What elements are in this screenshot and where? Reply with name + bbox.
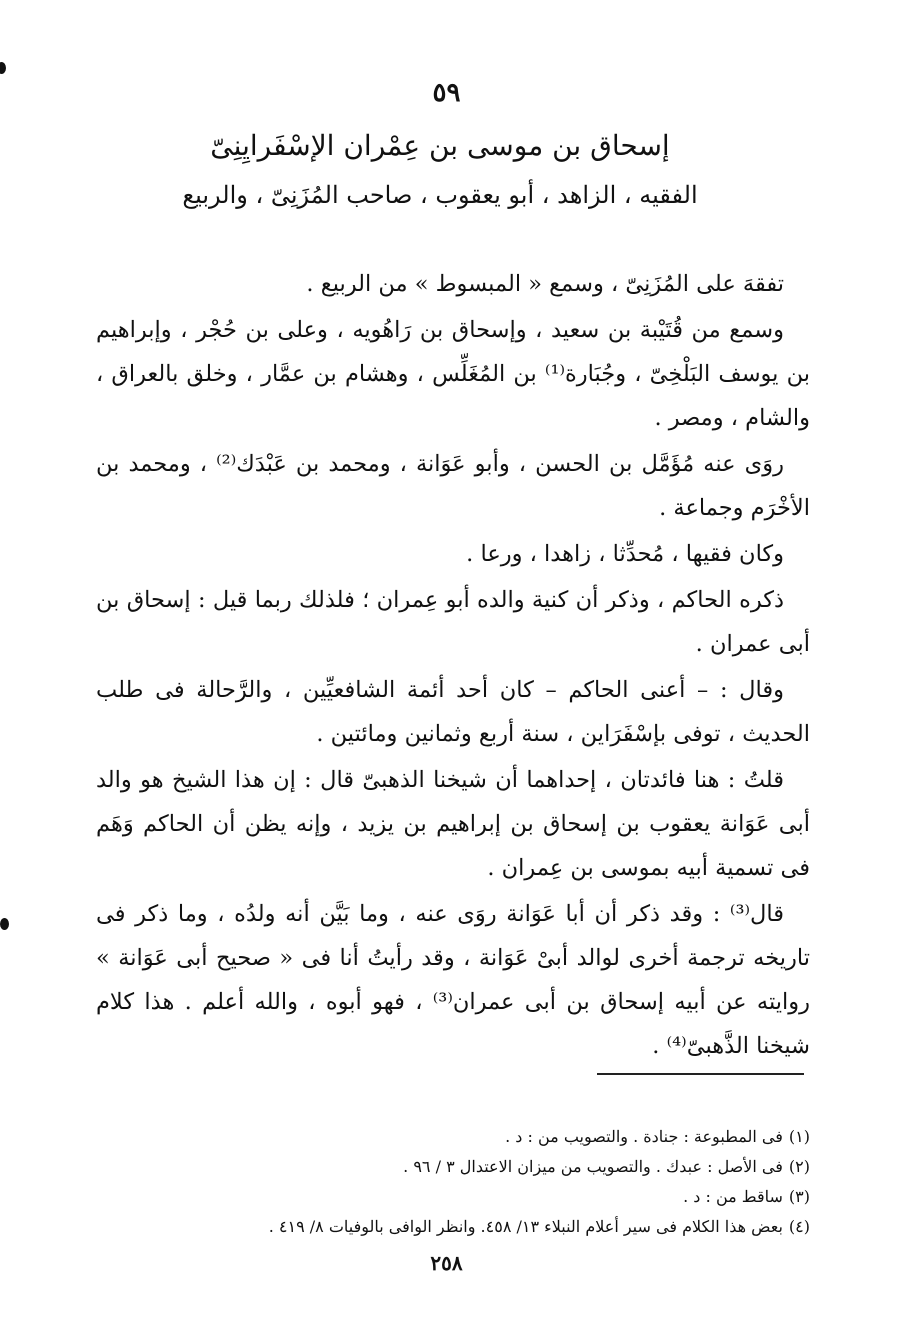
binding-mark-top bbox=[0, 62, 6, 74]
footnote-2 bbox=[150, 1152, 810, 1182]
paragraph-3: روَى عنه مُؤَمَّل بن الحسن ، وأبو عَوَانة ، ومحمد بن عَبْدَك⁽²⁾ ، ومحمد بن الأخْرَم وجماعة . bbox=[96, 451, 810, 521]
paragraph-2: وسمع من قُتَيْبة بن سعيد ، وإسحاق بن رَاهُويه ، وعلى بن حُجْر ، وإبراهيم بن يوسف البَلْخِىّ ، وجُبَارة⁽¹⁾ بن المُغَلِّس ، وهشام بن عمَّار ، وخلق بالعراق ، والشام ، ومصر . bbox=[96, 317, 810, 431]
paragraph-4: وكان فقيها ، مُحدِّثا ، زاهدا ، ورعا . bbox=[466, 541, 784, 567]
footnotes bbox=[150, 1122, 810, 1242]
paragraph-6: وقال : – أعنى الحاكم – كان أحد أئمة الشافعيِّين ، والرَّحالة فى طلب الحديث ، توفى بإسْفَرَاين ، سنة أربع وثمانين ومائتين . bbox=[96, 677, 810, 747]
entry-title: إسحاق بن موسى بن عِمْران الإسْفَرايِنِىّ bbox=[210, 129, 670, 162]
footnote-number: (٣) bbox=[788, 1187, 810, 1206]
paragraph-1: تفقهَ على المُزَنِىّ ، وسمع « المبسوط » من الربيع . bbox=[306, 271, 784, 297]
footnote-text: بعض هذا الكلام فى سير أعلام النبلاء ١٣/ ٤٥٨. وانظر الوافى بالوفيات ٨/ ٤١٩ . bbox=[268, 1217, 783, 1236]
footnote-1 bbox=[150, 1122, 810, 1152]
paragraph-8: قال⁽³⁾ : وقد ذكر أن أبا عَوَانة روَى عنه ، وما بَيَّن أنه ولدُه ، وما ذكر فى تاريخه ترجمة أخرى لوالد أبىْ عَوَانة ، وقد رأيتُ أنا فى « صحيح أبى عَوَانة » روايته عن أبيه إسحاق بن أبى عمران⁽³⁾ ، فهو أبوه ، والله أعلم . هذا كلام شيخنا الذَّهبىّ⁽⁴⁾ . bbox=[96, 901, 810, 1059]
footnote-text: ساقط من : د . bbox=[683, 1187, 783, 1206]
footnote-text: فى الأصل : عبدك . والتصويب من ميزان الاعتدال ٣ / ٩٦ . bbox=[403, 1157, 783, 1176]
footnote-number: (٢) bbox=[788, 1157, 810, 1176]
page-number: ٢٥٨ bbox=[430, 1251, 463, 1275]
paragraph-7: قلتُ : هنا فائدتان ، إحداهما أن شيخنا الذهبىّ قال : إن هذا الشيخ هو والد أبى عَوَانة يعقوب بن إسحاق بن إبراهيم بن يزيد ، وإنه يظن أن الحاكم وَهَم فى تسمية أبيه بموسى بن عِمران . bbox=[96, 767, 810, 881]
footnote-4 bbox=[150, 1212, 810, 1242]
entry-number: ٥٩ bbox=[432, 78, 461, 108]
footnote-separator bbox=[597, 1073, 804, 1075]
footnote-text: فى المطبوعة : جنادة . والتصويب من : د . bbox=[505, 1127, 783, 1146]
footnote-3 bbox=[150, 1182, 810, 1212]
paragraph-5: ذكره الحاكم ، وذكر أن كنية والده أبو عِمران ؛ فلذلك ربما قيل : إسحاق بن أبى عمران . bbox=[96, 587, 810, 657]
footnote-number: (١) bbox=[788, 1127, 810, 1146]
footnote-number: (٤) bbox=[788, 1217, 810, 1236]
entry-subtitle: الفقيه ، الزاهد ، أبو يعقوب ، صاحب المُزَنِىّ ، والربيع bbox=[182, 181, 698, 209]
body-text bbox=[96, 262, 810, 1070]
binding-mark-middle bbox=[0, 918, 9, 930]
